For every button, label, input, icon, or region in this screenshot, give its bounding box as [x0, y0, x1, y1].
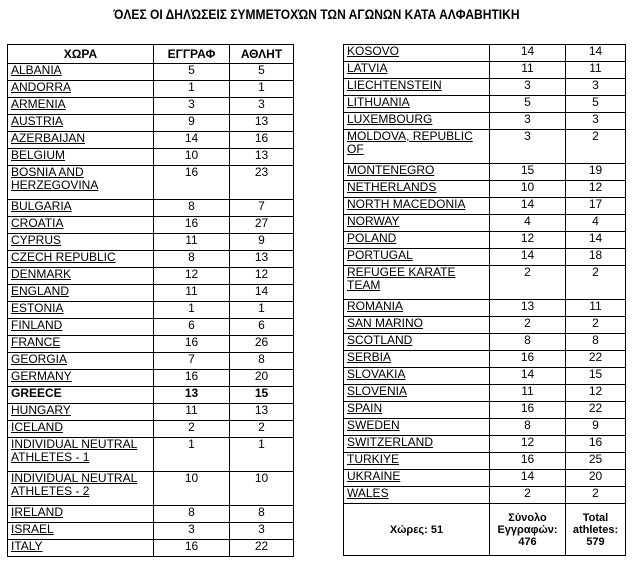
athletes-cell: 2 [230, 421, 294, 438]
table-row [344, 181, 626, 198]
country-cell: LIECHTENSTEIN [344, 79, 490, 96]
athletes-cell: 14 [566, 232, 626, 249]
country-cell: LITHUANIA [344, 96, 490, 113]
country-cell: WALES [344, 487, 490, 504]
footer-athletes-total: 579 [586, 535, 605, 548]
table-row [8, 370, 294, 387]
athletes-cell: 15 [566, 368, 626, 385]
entries-cell: 1 [154, 438, 230, 472]
table-row [8, 81, 294, 98]
athletes-cell: 20 [230, 370, 294, 387]
country-cell: NETHERLANDS [344, 181, 490, 198]
footer-entries-total: 476 [518, 535, 537, 548]
athletes-cell: 12 [230, 268, 294, 285]
table-row [8, 268, 294, 285]
table-row [344, 453, 626, 470]
table-row [344, 351, 626, 368]
athletes-cell: 17 [566, 198, 626, 215]
athletes-cell: 1 [230, 81, 294, 98]
athletes-cell: 16 [230, 132, 294, 149]
country-cell: SWEDEN [344, 419, 490, 436]
country-cell: INDIVIDUAL NEUTRAL ATHLETES - 2 [8, 472, 154, 506]
entries-cell: 12 [490, 232, 566, 249]
country-cell: FINLAND [8, 319, 154, 336]
country-cell: INDIVIDUAL NEUTRAL ATHLETES - 1 [8, 438, 154, 472]
country-cell: ICELAND [8, 421, 154, 438]
athletes-cell: 9 [566, 419, 626, 436]
table-row [8, 404, 294, 421]
table-row [8, 166, 294, 200]
entries-cell: 12 [154, 268, 230, 285]
table-row [8, 115, 294, 132]
athletes-cell: 1 [230, 438, 294, 472]
header-athletes: ΑΘΛΗΤ [230, 45, 294, 64]
table-row [344, 317, 626, 334]
entries-cell: 8 [154, 200, 230, 217]
country-cell: PORTUGAL [344, 249, 490, 266]
athletes-cell: 13 [230, 115, 294, 132]
entries-cell: 16 [154, 166, 230, 200]
athletes-cell: 1 [230, 302, 294, 319]
footer-countries [344, 504, 490, 556]
athletes-cell: 22 [566, 402, 626, 419]
athletes-cell: 13 [230, 149, 294, 166]
table-row [344, 470, 626, 487]
entries-cell: 8 [154, 506, 230, 523]
athletes-cell: 6 [230, 319, 294, 336]
country-cell: ANDORRA [8, 81, 154, 98]
athletes-cell: 2 [566, 266, 626, 300]
country-cell: ALBANIA [8, 64, 154, 81]
athletes-cell: 16 [566, 436, 626, 453]
footer-countries-label: Χώρες: 51 [389, 523, 444, 536]
athletes-cell: 27 [230, 217, 294, 234]
athletes-cell: 22 [566, 351, 626, 368]
table-row [8, 98, 294, 115]
athletes-cell: 3 [230, 98, 294, 115]
entries-cell: 3 [490, 79, 566, 96]
country-cell: AZERBAIJAN [8, 132, 154, 149]
table-row [8, 132, 294, 149]
entries-cell: 11 [154, 404, 230, 421]
athletes-cell: 8 [566, 334, 626, 351]
entries-cell: 10 [154, 149, 230, 166]
entries-cell: 10 [154, 472, 230, 506]
country-cell: ESTONIA [8, 302, 154, 319]
entries-cell: 9 [154, 115, 230, 132]
country-cell: CZECH REPUBLIC [8, 251, 154, 268]
table-row [344, 419, 626, 436]
country-cell: FRANCE [8, 336, 154, 353]
table-row [8, 353, 294, 370]
country-cell: GREECE [8, 387, 154, 404]
header-entries: ΕΓΓΡΑΦ [154, 45, 230, 64]
country-cell: SLOVAKIA [344, 368, 490, 385]
table-row [344, 62, 626, 79]
table-row [8, 64, 294, 81]
table-row [344, 164, 626, 181]
footer-entries-label: Σύνολο Εγγραφών: [497, 511, 558, 536]
athletes-cell: 13 [230, 251, 294, 268]
country-cell: ENGLAND [8, 285, 154, 302]
entries-cell: 13 [154, 387, 230, 404]
table-row [344, 130, 626, 164]
athletes-cell: 3 [230, 523, 294, 540]
table-row [8, 540, 294, 557]
athletes-cell: 23 [230, 166, 294, 200]
entries-cell: 14 [490, 45, 566, 62]
country-cell: DENMARK [8, 268, 154, 285]
header-country: ΧΩΡΑ [8, 45, 154, 64]
table-row [344, 402, 626, 419]
footer-athletes-label: Total athletes: [572, 511, 619, 536]
athletes-cell: 2 [566, 487, 626, 504]
athletes-cell: 15 [230, 387, 294, 404]
country-cell: CROATIA [8, 217, 154, 234]
entries-cell: 16 [154, 217, 230, 234]
table-row [344, 436, 626, 453]
country-cell: SPAIN [344, 402, 490, 419]
entries-cell: 16 [490, 453, 566, 470]
country-cell: UKRAINE [344, 470, 490, 487]
country-cell: MONTENEGRO [344, 164, 490, 181]
country-cell: KOSOVO [344, 45, 490, 62]
entries-cell: 1 [154, 81, 230, 98]
table-row [344, 300, 626, 317]
table-row [344, 334, 626, 351]
athletes-cell: 8 [230, 506, 294, 523]
athletes-cell: 26 [230, 336, 294, 353]
table-row [8, 319, 294, 336]
country-cell: POLAND [344, 232, 490, 249]
entries-cell: 8 [490, 334, 566, 351]
table-row [344, 45, 626, 62]
table-row [344, 368, 626, 385]
country-cell: REFUGEE KARATE TEAM [344, 266, 490, 300]
country-cell: GERMANY [8, 370, 154, 387]
table-row [8, 302, 294, 319]
athletes-cell: 19 [566, 164, 626, 181]
athletes-cell: 7 [230, 200, 294, 217]
table-row [8, 251, 294, 268]
country-cell: BELGIUM [8, 149, 154, 166]
left-table [7, 44, 294, 557]
country-cell: MOLDOVA, REPUBLIC OF [344, 130, 490, 164]
footer-athletes [566, 504, 626, 556]
entries-cell: 14 [154, 132, 230, 149]
entries-cell: 14 [490, 470, 566, 487]
table-row [344, 113, 626, 130]
athletes-cell: 3 [566, 113, 626, 130]
country-cell: TURKIYE [344, 453, 490, 470]
entries-cell: 16 [490, 402, 566, 419]
entries-cell: 6 [154, 319, 230, 336]
table-row [8, 234, 294, 251]
table-row [8, 336, 294, 353]
country-cell: SWITZERLAND [344, 436, 490, 453]
table-row [344, 79, 626, 96]
country-cell: SLOVENIA [344, 385, 490, 402]
entries-cell: 5 [490, 96, 566, 113]
entries-cell: 3 [490, 130, 566, 164]
table-row [8, 438, 294, 472]
table-row [8, 285, 294, 302]
entries-cell: 3 [154, 523, 230, 540]
table-row [344, 249, 626, 266]
entries-cell: 11 [490, 385, 566, 402]
entries-cell: 2 [490, 266, 566, 300]
table-row [8, 506, 294, 523]
table-row [344, 385, 626, 402]
table-row [344, 487, 626, 504]
entries-cell: 13 [490, 300, 566, 317]
country-cell: ISRAEL [8, 523, 154, 540]
country-cell: ARMENIA [8, 98, 154, 115]
entries-cell: 3 [490, 113, 566, 130]
table-row [344, 198, 626, 215]
country-cell: ITALY [8, 540, 154, 557]
right-table [343, 44, 626, 556]
entries-cell: 16 [490, 351, 566, 368]
country-cell: NORWAY [344, 215, 490, 232]
entries-cell: 8 [154, 251, 230, 268]
country-cell: SAN MARINO [344, 317, 490, 334]
entries-cell: 1 [154, 302, 230, 319]
athletes-cell: 12 [566, 181, 626, 198]
entries-cell: 14 [490, 368, 566, 385]
country-cell: NORTH MACEDONIA [344, 198, 490, 215]
entries-cell: 16 [154, 336, 230, 353]
entries-cell: 10 [490, 181, 566, 198]
country-cell: SERBIA [344, 351, 490, 368]
entries-cell: 4 [490, 215, 566, 232]
athletes-cell: 25 [566, 453, 626, 470]
athletes-cell: 3 [566, 79, 626, 96]
athletes-cell: 14 [566, 45, 626, 62]
athletes-cell: 2 [566, 130, 626, 164]
table-row [8, 421, 294, 438]
entries-cell: 11 [154, 285, 230, 302]
country-cell: LUXEMBOURG [344, 113, 490, 130]
country-cell: IRELAND [8, 506, 154, 523]
table-row [8, 217, 294, 234]
entries-cell: 2 [154, 421, 230, 438]
athletes-cell: 11 [566, 62, 626, 79]
athletes-cell: 12 [566, 385, 626, 402]
athletes-cell: 10 [230, 472, 294, 506]
entries-cell: 8 [490, 419, 566, 436]
athletes-cell: 18 [566, 249, 626, 266]
country-cell: SCOTLAND [344, 334, 490, 351]
entries-cell: 14 [490, 249, 566, 266]
table-row [344, 232, 626, 249]
entries-cell: 2 [490, 487, 566, 504]
entries-cell: 3 [154, 98, 230, 115]
entries-cell: 11 [490, 62, 566, 79]
table-row [8, 387, 294, 404]
athletes-cell: 13 [230, 404, 294, 421]
athletes-cell: 8 [230, 353, 294, 370]
athletes-cell: 2 [566, 317, 626, 334]
table-row [8, 472, 294, 506]
entries-cell: 14 [490, 198, 566, 215]
table-row [8, 149, 294, 166]
country-cell: BULGARIA [8, 200, 154, 217]
country-cell: CYPRUS [8, 234, 154, 251]
table-row [344, 96, 626, 113]
entries-cell: 12 [490, 436, 566, 453]
table-row [344, 266, 626, 300]
athletes-cell: 11 [566, 300, 626, 317]
country-cell: HUNGARY [8, 404, 154, 421]
entries-cell: 2 [490, 317, 566, 334]
athletes-cell: 5 [230, 64, 294, 81]
footer-entries [490, 504, 566, 556]
country-cell: BOSNIA AND HERZEGOVINA [8, 166, 154, 200]
country-cell: ROMANIA [344, 300, 490, 317]
athletes-cell: 22 [230, 540, 294, 557]
athletes-cell: 5 [566, 96, 626, 113]
table-row [8, 523, 294, 540]
table-row [344, 215, 626, 232]
entries-cell: 15 [490, 164, 566, 181]
page-title: ΌΛΕΣ ΟΙ ΔΗΛΏΣΕΙΣ ΣΥΜΜΕΤΟΧΏΝ ΤΩΝ ΑΓΩΝΩΝ ΚΑΤΑ ΑΛΦΑΒΗΤΙΚΗ [113, 6, 520, 22]
entries-cell: 7 [154, 353, 230, 370]
country-cell: GEORGIA [8, 353, 154, 370]
table-row [8, 200, 294, 217]
entries-cell: 11 [154, 234, 230, 251]
country-cell: AUSTRIA [8, 115, 154, 132]
entries-cell: 5 [154, 64, 230, 81]
country-cell: LATVIA [344, 62, 490, 79]
entries-cell: 16 [154, 540, 230, 557]
athletes-cell: 14 [230, 285, 294, 302]
entries-cell: 16 [154, 370, 230, 387]
athletes-cell: 9 [230, 234, 294, 251]
athletes-cell: 4 [566, 215, 626, 232]
athletes-cell: 20 [566, 470, 626, 487]
